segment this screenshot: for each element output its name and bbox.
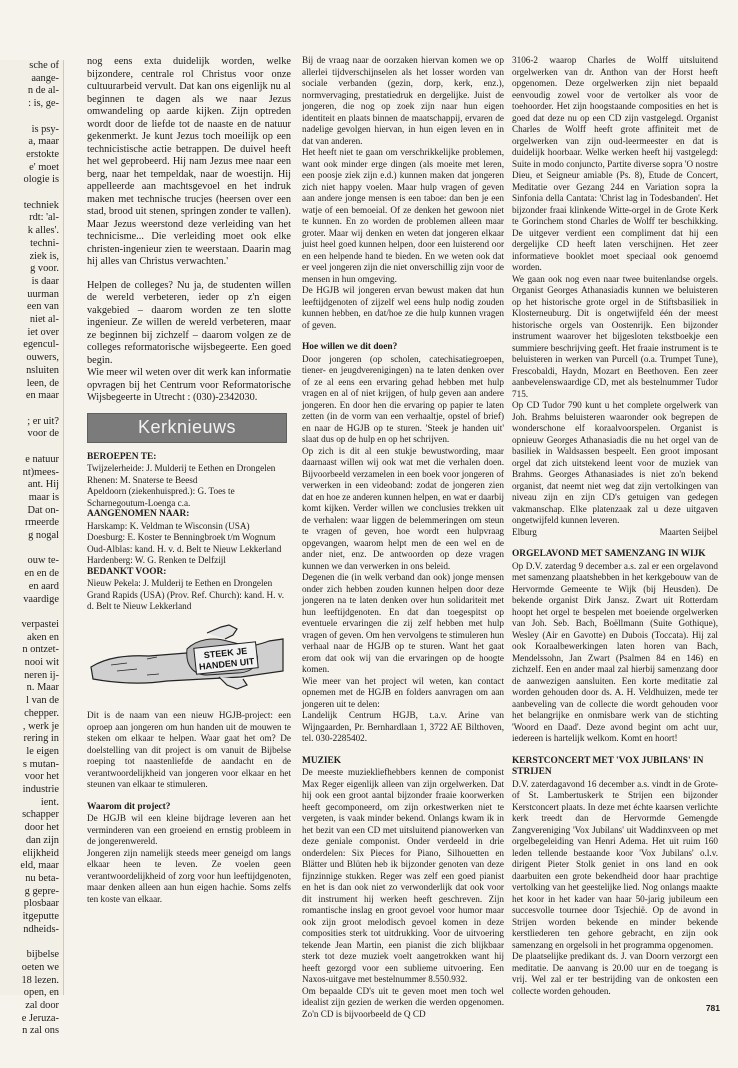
paragraph: Door jongeren (op scholen, catechisatiegroepen, tiener- en jeugdverenigingen) na te laten denken over of ze al eens een ervaring gehad hebben met hulp vragen en al of niet krijgen, of hulp geven aan andere jongeren. En door hen die ervaring op papier te laten zetten (in de vorm van een verhaaltje, opstel of brief) en naar de HGJB op te sturen. 'Steek je handen uit' slaat dus op de hulp en op het schrijven.	[302, 353, 504, 444]
section-heading: BEROEPEN TE:	[87, 451, 157, 462]
prev-page-line: Dat on-	[27, 504, 59, 516]
prev-page-line: g voor.	[30, 263, 59, 275]
prev-page-line: ouwers,	[26, 352, 59, 364]
prev-page-line: le eigen	[26, 745, 59, 757]
prev-page-line: en en de	[24, 568, 59, 580]
prev-page-line	[0, 111, 63, 124]
paragraph: Dit is de naam van een nieuw HGJB-project: een oproep aan jongeren om hun handen uit de mouwen te steken om elkaar te helpen. Waar gaat het om? De doelstelling van dit project is om vanuit de Bijbelse roeping tot naastenliefde de aandacht en de verantwoordelijkheid van jongeren voor elkaar en het steunen van elkaar te stimuleren.	[87, 710, 291, 789]
prev-page-line: n zal ons	[22, 1025, 59, 1037]
prev-page-line: rering in	[23, 733, 59, 745]
prev-page-line: egencul-	[23, 339, 59, 351]
paragraph: Wie meer wil weten over dit werk kan informatie opvragen bij het Centrum voor Reformatorische Wijsbegeerte in Utrecht : (030)-2342030.	[87, 367, 291, 403]
prev-page-line: open, en	[23, 987, 59, 999]
paragraph: De meeste muziekliefhebbers kennen de componist Max Reger eigenlijk alleen van zijn orgelwerken. Dat hij ook een groot aantal bijzonder fraaie koorwerken heeft gecomponeerd, om zijn orkestwerken niet te vergeten, is vaak minder bekend. Onlangs kwam ik in het bezit van een CD met uitsluitend pianowerken van deze geniale componist. Onder verdeeld in drie onderdelen: Six Pieces for Piano, Silhouetten en Blätter und Blüten heb ik bijzonder genoten van deze fijnzinnige stukken. Reger was zelf een goed pianist en het is dan ook niet zo verwonderlijk dat ook voor dit instrument hij werken heeft geschreven. Zijn romantische inslag en groot gevoel voor humor maar ook zijn groot melodisch gevoel komen in deze composities sterk tot uitdrukking. Voor de uitvoering tekende Jean Martin, een pianist die zich blijkbaar sterk tot deze muziek voelt aangetrokken want hij heeft gezorgd voor een sublieme uitvoering. Een Naxos-uitgave met bestelnummer 8.550.932.	[302, 767, 504, 984]
column-1	[87, 56, 291, 905]
signoff-author: Maarten Seijbel	[659, 526, 718, 537]
column-2	[302, 55, 504, 1020]
prev-page-line: ient.	[40, 796, 59, 808]
prev-page-line	[0, 606, 63, 619]
svg-text:HANDEN UIT: HANDEN UIT	[198, 655, 255, 672]
prev-page-line: e Jeruza-	[21, 1012, 59, 1024]
section-heading: Hoe willen we dit doen?	[302, 342, 398, 352]
prev-page-line: industrie	[22, 784, 59, 796]
list-item: Hardenberg: W. G. Renken te Delfzijl	[87, 555, 226, 565]
prev-page-line: a, maar	[28, 136, 59, 148]
prev-page-line: schapper	[22, 809, 59, 821]
paragraph: Op CD Tudor 790 kunt u het complete orgelwerk van Joh. Brahms beluisteren waaronder ook begrepen de wonderschone elf koraalvoorspelen. Organist is opnieuw Georges Athanasiadis die nu het orgel van de basiliek in Waldsassen bespeelt. Een groot imposant orgel dat zich uitstekend leent voor de muziek van Brahms. Georges Athanasiades is niet zo'n bekend organist, dat neemt niet weg dat zijn vertolkingen van niveau zijn en zijn CD's getuigen van gedegen vakmanschap. Elke platenzaak zal u deze uitgaven ongetwijfeld kunnen leveren.	[512, 400, 718, 525]
prev-page-line: aken en	[26, 631, 59, 643]
prev-page-line: zal door	[25, 1000, 59, 1012]
paragraph: We gaan ook nog even naar twee buitenlandse orgels. Organist Georges Athanasiadis kunnen we beluisteren op het historische grote orgel in de Stiftsbasiliek in Klosterneuburg. Dit is ongetwijfeld één der meest historische orgels van Oostenrijk. Een bijzonder instrument waarover het bijgesloten tekstboekje een summiere beschrijving geeft. Het fraaie instrument is te beluisteren in werken van Purcell (o.a. Trumpet Tune), Frescobaldi, Haydn, Mozart en Beethoven. Een zeer aanbevelenswaardige CD, met als bestelnummer Tudor 715.	[512, 273, 718, 399]
prev-page-line: verpastei	[21, 618, 59, 630]
list-item: Nieuw Pekela: J. Mulderij te Eethen en Drongelen	[87, 578, 273, 588]
prev-page-line: niet al-	[29, 314, 59, 326]
prev-page-line: een van	[26, 301, 59, 313]
prev-page-line: sche of	[29, 60, 59, 71]
list-item: Apeldoorn (ziekenhuispred.): G. Toes te Scharnegoutum-Loenga c.a.	[87, 486, 235, 508]
paragraph: nog eens exta duidelijk worden, welke bijzondere, centrale rol Christus voor onze cultuurarbeid vervult. Dat kan ons eigenlijk nu al beginnen te dagen als we naar Jezus omwandeling op aarde kijken. Zijn optreden wordt door de liefde tot de naaste en de natuur gekenmerkt. Je kunt Jezus toch moeilijk op een technicistische actie betrappen. De duivel heeft het wel geprobeerd. Hij nam Jezus mee naar een berg, naar het tempeldak, naar de woestijn. Hij appelleerde aan machtsgevoel en het indruk maken met technische trucjes (heersen over een stad, brood uit stenen, springen zonder te vallen). Maar Jezus weerstond deze verleiding van het technicisme... Die verleiding moet ook elke christen-ingenieur zien te weerstaan. Daarin mag hij alles van Christus verwachten.'	[87, 56, 291, 267]
church-news-list	[87, 452, 291, 613]
prev-page-line: vaardige	[23, 593, 59, 605]
prev-page-line: dan zijn	[25, 834, 59, 846]
list-item: Harskamp: K. Veldman te Wisconsin (USA)	[87, 520, 250, 531]
prev-page-line: n ontzet-	[22, 644, 59, 656]
prev-page-line: nsluiten	[26, 364, 59, 376]
prev-page-line: en aard	[28, 580, 59, 592]
prev-page-line: maar is	[28, 491, 59, 503]
section-heading: KERSTCONCERT MET 'VOX JUBILANS' IN STRIJEN	[512, 755, 704, 777]
prev-page-line: chepper.	[24, 707, 59, 719]
prev-page-line: voor het	[24, 771, 59, 783]
prev-page-line: techni-	[30, 237, 59, 249]
prev-page-line: ziek is,	[29, 250, 59, 262]
paragraph: Degenen die (in welk verband dan ook) jonge mensen onder zich hebben zouden kunnen helpen door deze jongeren na te laten denken over hun solidariteit met hun leeftijdgenoten. En dat dan toegespitst op eventuele ervaringen die zij zelf hebben met hulp vragen of geven. Om hen vervolgens te stimuleren hun verhaal naar de HGJB op te sturen. Want het gaat erom dat ook wij van die ervaringen op de hoogte komen.	[302, 572, 504, 674]
prev-page-line: techniek	[23, 199, 59, 211]
prev-page-line: bijbelse	[26, 949, 59, 961]
section-heading: ORGELAVOND MET SAMENZANG IN WIJK	[512, 549, 706, 559]
section-heading: AANGENOMEN NAAR:	[87, 509, 190, 519]
column-3	[512, 55, 718, 997]
prev-page-line: rdt: 'al-	[29, 212, 59, 224]
prev-page-line: is psy-	[31, 123, 59, 135]
paragraph: Op zich is dit al een stukje bewustwording, maar daarnaast willen wij ook wat met die verhalen doen. Bijvoorbeeld verzamelen in een boek voor jongeren of verwerken in een videoband: zodat de jongeren zien dat en hoe ze anderen kunnen helpen, en wat er daarbij komt kijken. Verder willen we conclusies trekken uit de verhalen: waar liggen de belemmeringen om steun te vragen of geven, hoe wordt een hulpvraag opgevangen, waarom helpt men de een wel en de ander niet, enz. De antwoorden op deze vragen kunnen we dan verwerken in ons beleid.	[302, 445, 504, 571]
prev-page-line	[0, 543, 63, 556]
signoff-place: Elburg	[512, 526, 537, 537]
prev-page-line: : is, ge-	[28, 98, 59, 110]
prev-page-line: uurman	[27, 288, 59, 300]
kerknieuws-banner	[87, 413, 287, 443]
prev-page-line: 18 lezen.	[21, 974, 59, 986]
section-heading: MUZIEK	[302, 755, 342, 766]
prev-page-line	[0, 187, 63, 200]
helping-hands-illustration	[87, 619, 287, 697]
prev-page-line: l van de	[26, 695, 59, 707]
paragraph: D.V. zaterdagavond 16 december a.s. vindt in de Grote- of St. Lambertuskerk te Strijen een bijzonder Kerstconcert plaats. In deze met échte kaarsen verlichte kerk treedt dan de Hervormde Gemengde Zangvereniging 'Vox Jubilans' uit Waddinxveen op met orgelbegeleiding van Henri Adema. Het uit ruim 160 leden tellende bestaande koor 'Vox Jubilans' o.l.v. dirigent Pieter Stolk geniet in ons land en ook daarbuiten een grote bekendheid door haar prachtige vertolking van het geestelijke lied. Nog onlangs maakte het koor in het kader van haar 50-jarig jubileum een succesvolle tournee door Tsjechië. Op de avond in Strijen worden bekende en minder bekende kerstliederen ten gehore gebracht, en zijn ook samenzang en orgelsoli in het programma opgenomen.	[512, 778, 718, 950]
list-item: Rhenen: M. Snaterse te Beesd	[87, 474, 198, 485]
page-number: 781	[705, 1003, 720, 1013]
prev-page-line: iet over	[27, 326, 59, 338]
prev-page-line: eld, maar	[20, 860, 59, 872]
paragraph: Om bepaalde CD's uit te geven moet men toch wel idealist zijn gezien de werken die werden opgenomen. Zo'n CD is bijvoorbeeld de Q CD	[302, 985, 504, 1019]
prev-page-line: g nogal	[28, 530, 59, 542]
paragraph: Het heeft niet te gaan om verschrikkelijke problemen, want ook minder erge dingen (als moeite met leren, een poosje ziek zijn e.d.) kunnen maken dat jongeren zich niet happy voelen. Maar hulp vragen of geven aan andere jonge mensen is een taboe: dan ben je een watje of een bemoeial. Of ze denken het gewoon niet te kunnen. En zo worden de problemen alleen maar groter. Maar wij denken en weten dat jongeren elkaar juist heel goed kunnen helpen, door een luisterend oor en een helpende hand te bieden. En we weten ook dat er veel jongeren zijn die niet onverschillig zijn voor de mensen in hun omgeving.	[302, 147, 504, 284]
prev-page-line: ; er uit?	[27, 415, 59, 427]
prev-page-line	[0, 403, 63, 416]
prev-page-line: ouw te-	[27, 555, 59, 567]
prev-page-line: erstokte	[26, 148, 59, 160]
prev-page-line: k alles'.	[27, 225, 59, 237]
prev-page-line: ant. Hij	[27, 479, 59, 491]
paragraph: De plaatselijke predikant ds. J. van Doorn verzorgt een meditatie. De aanvang is 20.00 uur en de toegang is vrij. Wel zal er ter bestrijding van de onkosten een collecte worden gehouden.	[512, 951, 718, 996]
prev-page-line: , werk je	[22, 720, 59, 732]
paragraph: De HGJB wil een kleine bijdrage leveren aan het verminderen van een groeiend en ernstig probleem in de jongerenwereld.	[87, 813, 291, 846]
prev-page-line	[0, 441, 63, 454]
signoff	[512, 527, 718, 539]
prev-page-line: leen, de	[26, 377, 59, 389]
prev-page-line: aange-	[31, 72, 59, 84]
prev-page-line: itgeputte	[22, 911, 59, 923]
previous-page-edge	[0, 60, 64, 1037]
prev-page-line: oeten we	[21, 961, 59, 973]
prev-page-line: e natuur	[25, 453, 59, 465]
prev-page-line: s mutan-	[22, 758, 59, 770]
prev-page-line: e' moet	[29, 161, 59, 173]
paragraph: Op D.V. zaterdag 9 december a.s. zal er een orgelavond met samenzang plaatshebben in het kerkgebouw van de Hervormde Gemeente te Wijk (bij Heusden). De bekende organist Dirk Jansz. Zwart uit Rotterdam hoopt het orgel te bespelen met boeiende orgelwerken van Joh. Seb. Bach, Boëllmann (Suite Gothique), Wesley (Air en Gavotte) en Dubois (Toccata). Hij zal ook Koraalbewerkingen laten horen van Bach, Mendelssohn, Jan Zwart (Psalmen 84 en 146) en zichzelf. Een en ander maal zal hierbij samenzang door de aanwezigen aansluiten. Een korte meditatie zal worden gehouden door ds. A. H. Veldhuizen, mede ter aanbeveling van de collecte die wordt gehouden voor het belangrijke en onmisbare werk van de stichting 'Woord en Daad'. Deze avond begint om acht uur, iedereen is hartelijk welkom. Komt en hoort!	[512, 560, 718, 743]
list-item: Doesburg: E. Koster te Benningbroek t/m Wognum	[87, 532, 276, 542]
paragraph: 3106-2 waarop Charles de Wolff uitsluitend orgelwerken van dr. Anthon van der Horst heeft opgenomen. Deze orgelwerken zijn niet bepaald eenvoudig zowel voor de vertolker als voor de toehoorder. Het zijn hoogstaande composities en het is goed dat deze nu op een CD zijn vastgelegd. Organist Charles de Wolff heeft grote affiniteit met de orgelwerken van zijn oud-leermeester en dat is duidelijk hoorbaar. Welke werken heeft hij vastgelegd: Suite in modo conjuncto, Partite diverse sopra 'O nostre Dieu, et Seigneur amiable (Ps. 8), Etude de Concert, Meditatie over Gezang 244 en Variation sopra la Sinfonia della Cantata: 'Christ lag in Todesbanden'. Het bijzonder fraai klinkende Witte-orgel in de Grote Kerk te Gorinchem stond Charles de Wolff ter beschikking. De uitgever verdient een compliment dat hij een dergelijke CD heeft laten verschijnen. Het zeer informatieve booklet moet speciaal ook genoemd worden.	[512, 55, 718, 272]
prev-page-line: rmeerde	[24, 517, 59, 529]
prev-page-line: g gepre-	[24, 885, 59, 897]
svg-text:STEEK JE: STEEK JE	[203, 645, 248, 660]
prev-page-line: en maar	[25, 390, 59, 402]
section-heading: BEDANKT VOOR:	[87, 566, 167, 577]
prev-page-line: nt)mees-	[22, 466, 59, 478]
paragraph: Bij de vraag naar de oorzaken hiervan komen we op allerlei tijdverschijnselen als het losser worden van sociale verbanden (gezin, dorp, kerk, enz.), normvervaging, prestatiedruk en dergelijke. Juist de jongeren, die nog op zoek zijn naar hun eigen identiteit en plaats binnen de maatschappij, ervaren de nadelige gevolgen hiervan, in hun eigen leven en in dat van anderen.	[302, 55, 504, 146]
prev-page-line: ndheids-	[23, 923, 59, 935]
paragraph: Jongeren zijn namelijk steeds meer geneigd om langs elkaar heen te leven. Ze voelen geen verantwoordelijkheid of zorg voor hun leeftijdgenoten, maar denken alleen aan hun eigen hachie. Soms zelfs ten koste van elkaar.	[87, 847, 291, 904]
list-item: Grand Rapids (USA) (Prov. Ref. Church): kand. H. v. d. Belt te Nieuw Lekkerland	[87, 589, 285, 611]
section-heading: Waarom dit project?	[87, 801, 171, 812]
prev-page-line: plosbaar	[23, 898, 59, 910]
prev-page-line: ologie is	[23, 174, 59, 186]
prev-page-line: n. Maar	[26, 682, 59, 694]
prev-page-line: door het	[24, 822, 59, 834]
prev-page-line: neren ij-	[24, 669, 59, 681]
list-item: Oud-Alblas: kand. H. v. d. Belt te Nieuw Lekkerland	[87, 543, 282, 554]
list-item: Twijzelerheide: J. Mulderij te Eethen en Drongelen	[87, 463, 276, 473]
paragraph: Wie meer van het project wil weten, kan contact opnemen met de HGJB en folders aanvragen om aan jongeren uit te delen:	[302, 675, 504, 709]
prev-page-line: elijkheid	[22, 847, 59, 859]
prev-page-line: n de al-	[27, 85, 59, 97]
prev-page-line: voor de	[27, 428, 59, 440]
banner-title: Kerknieuws	[137, 416, 237, 437]
paragraph: Landelijk Centrum HGJB, t.a.v. Arine van Wijngaarden, Pr. Bernhardlaan 1, 3722 AE Bilthoven, tel. 030-2285402.	[302, 710, 504, 743]
prev-page-line: nu beta-	[25, 873, 59, 884]
prev-page-line: nooi wit	[24, 657, 59, 669]
prev-page-line: is daar	[31, 275, 59, 287]
paragraph: Helpen de colleges? Nu ja, de studenten willen de wereld verbeteren, ieder op z'n eigen vakgebied – daarom worden ze ten slotte ingenieur. Ze willen de wereld verbeteren, maar ze beginnen bij zichzelf – daarom volgen ze de colleges reformatorische wijsbegeerte. Een goed begin.	[87, 279, 291, 366]
paragraph: De HGJB wil jongeren ervan bewust maken dat hun leeftijdgenoten of zijzelf wel eens hulp nodig zouden kunnen hebben, en dat/hoe ze die hulp kunnen vragen of geven.	[302, 285, 504, 330]
prev-page-line	[0, 937, 63, 950]
